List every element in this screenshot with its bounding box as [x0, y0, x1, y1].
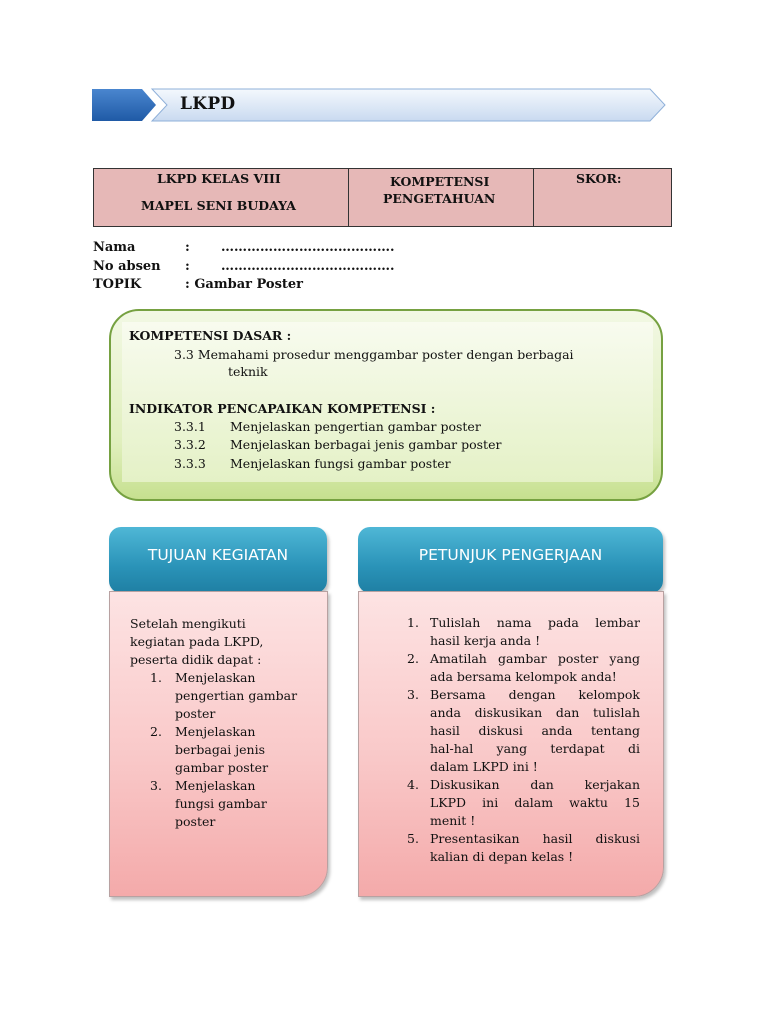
ipk-num-1: 3.3.1 — [174, 419, 206, 434]
petunjuk-item-3-line5: dalam LKPD ini ! — [430, 759, 538, 774]
petunjuk-item-1-line2: hasil kerja anda ! — [430, 633, 541, 648]
tujuan-item-2-line1: Menjelaskan — [175, 724, 256, 739]
tujuan-title: TUJUAN KEGIATAN — [147, 546, 289, 564]
tujuan-intro-1: Setelah mengikuti — [130, 616, 246, 631]
tujuan-item-1-line1: Menjelaskan — [175, 670, 256, 685]
banner-arrow-shape — [92, 88, 666, 122]
ipk-text-2: Menjelaskan berbagai jenis gambar poster — [230, 437, 502, 452]
header-table — [93, 168, 672, 227]
competency-box — [109, 309, 663, 501]
name-colon: : — [185, 240, 190, 255]
name-blank: …………………………………. — [221, 240, 395, 255]
petunjuk-body — [358, 591, 664, 897]
competency-cell — [349, 169, 534, 226]
absen-label: No absen — [93, 259, 161, 274]
ipk-text-3: Menjelaskan fungsi gambar poster — [230, 456, 451, 471]
banner-title: LKPD — [180, 94, 236, 114]
tujuan-item-2-line2: berbagai jenis — [175, 742, 265, 757]
class-subject-cell — [94, 169, 349, 226]
petunjuk-item-3-line1: Bersama dengan kelompok — [430, 687, 640, 702]
kd-item-line1: 3.3 Memahami prosedur menggambar poster dengan berbagai — [174, 347, 574, 362]
tujuan-num-1: 1. — [150, 670, 162, 685]
tujuan-item-3-line1: Menjelaskan — [175, 778, 256, 793]
petunjuk-item-3-line2: anda diskusikan dan tulislah — [430, 705, 640, 720]
petunjuk-item-4-line2: LKPD ini dalam waktu 15 — [430, 795, 640, 810]
petunjuk-item-4-line1: Diskusikan dan kerjakan — [430, 777, 640, 792]
competency-line1: KOMPETENSI — [390, 174, 490, 189]
absen-colon: : — [185, 259, 190, 274]
petunjuk-header — [358, 527, 663, 593]
petunjuk-item-5-line2: kalian di depan kelas ! — [430, 849, 574, 864]
tujuan-intro-3: peserta didik dapat : — [130, 652, 262, 667]
petunjuk-item-3-line3: hasil diskusi anda tentang — [430, 723, 640, 738]
tujuan-intro-2: kegiatan pada LKPD, — [130, 634, 264, 649]
kd-item-line2: teknik — [228, 364, 268, 379]
petunjuk-title: PETUNJUK PENGERJAAN — [418, 546, 603, 564]
tujuan-header — [109, 527, 327, 593]
tujuan-item-2-line3: gambar poster — [175, 760, 269, 775]
petunjuk-item-3-line4: hal-hal yang terdapat di — [430, 741, 640, 756]
name-label: Nama — [93, 240, 136, 255]
tujuan-item-3-line3: poster — [175, 814, 216, 829]
subject-label: MAPEL SENI BUDAYA — [141, 198, 296, 213]
tujuan-item-1-line3: poster — [175, 706, 216, 721]
title-banner — [92, 88, 666, 122]
ipk-num-2: 3.3.2 — [174, 437, 206, 452]
tujuan-item-1-line2: pengertian gambar — [175, 688, 298, 703]
petunjuk-num-2: 2. — [407, 651, 419, 666]
tujuan-num-3: 3. — [150, 778, 162, 793]
tujuan-item-3-line2: fungsi gambar — [175, 796, 267, 811]
petunjuk-item-2-line2: ada bersama kelompok anda! — [430, 669, 617, 684]
petunjuk-item-5-line1: Presentasikan hasil diskusi — [430, 831, 640, 846]
petunjuk-num-1: 1. — [407, 615, 419, 630]
petunjuk-num-4: 4. — [407, 777, 419, 792]
score-label: SKOR: — [576, 171, 622, 186]
absen-blank: …………………………………. — [221, 259, 395, 274]
petunjuk-num-3: 3. — [407, 687, 419, 702]
competency-line2: PENGETAHUAN — [383, 191, 496, 206]
ipk-text-1: Menjelaskan pengertian gambar poster — [230, 419, 481, 434]
topic-label: TOPIK — [93, 277, 142, 292]
tujuan-num-2: 2. — [150, 724, 162, 739]
ipk-num-3: 3.3.3 — [174, 456, 206, 471]
kd-title: KOMPETENSI DASAR : — [129, 328, 292, 343]
tujuan-body — [109, 591, 328, 897]
petunjuk-item-2-line1: Amatilah gambar poster yang — [430, 651, 640, 666]
score-cell — [534, 169, 671, 226]
topic-value: : Gambar Poster — [185, 277, 304, 292]
petunjuk-num-5: 5. — [407, 831, 419, 846]
petunjuk-item-4-line3: menit ! — [430, 813, 476, 828]
ipk-title: INDIKATOR PENCAPAIKAN KOMPETENSI : — [129, 401, 436, 416]
class-label: LKPD KELAS VIII — [157, 171, 281, 186]
petunjuk-item-1-line1: Tulislah nama pada lembar — [430, 615, 640, 630]
